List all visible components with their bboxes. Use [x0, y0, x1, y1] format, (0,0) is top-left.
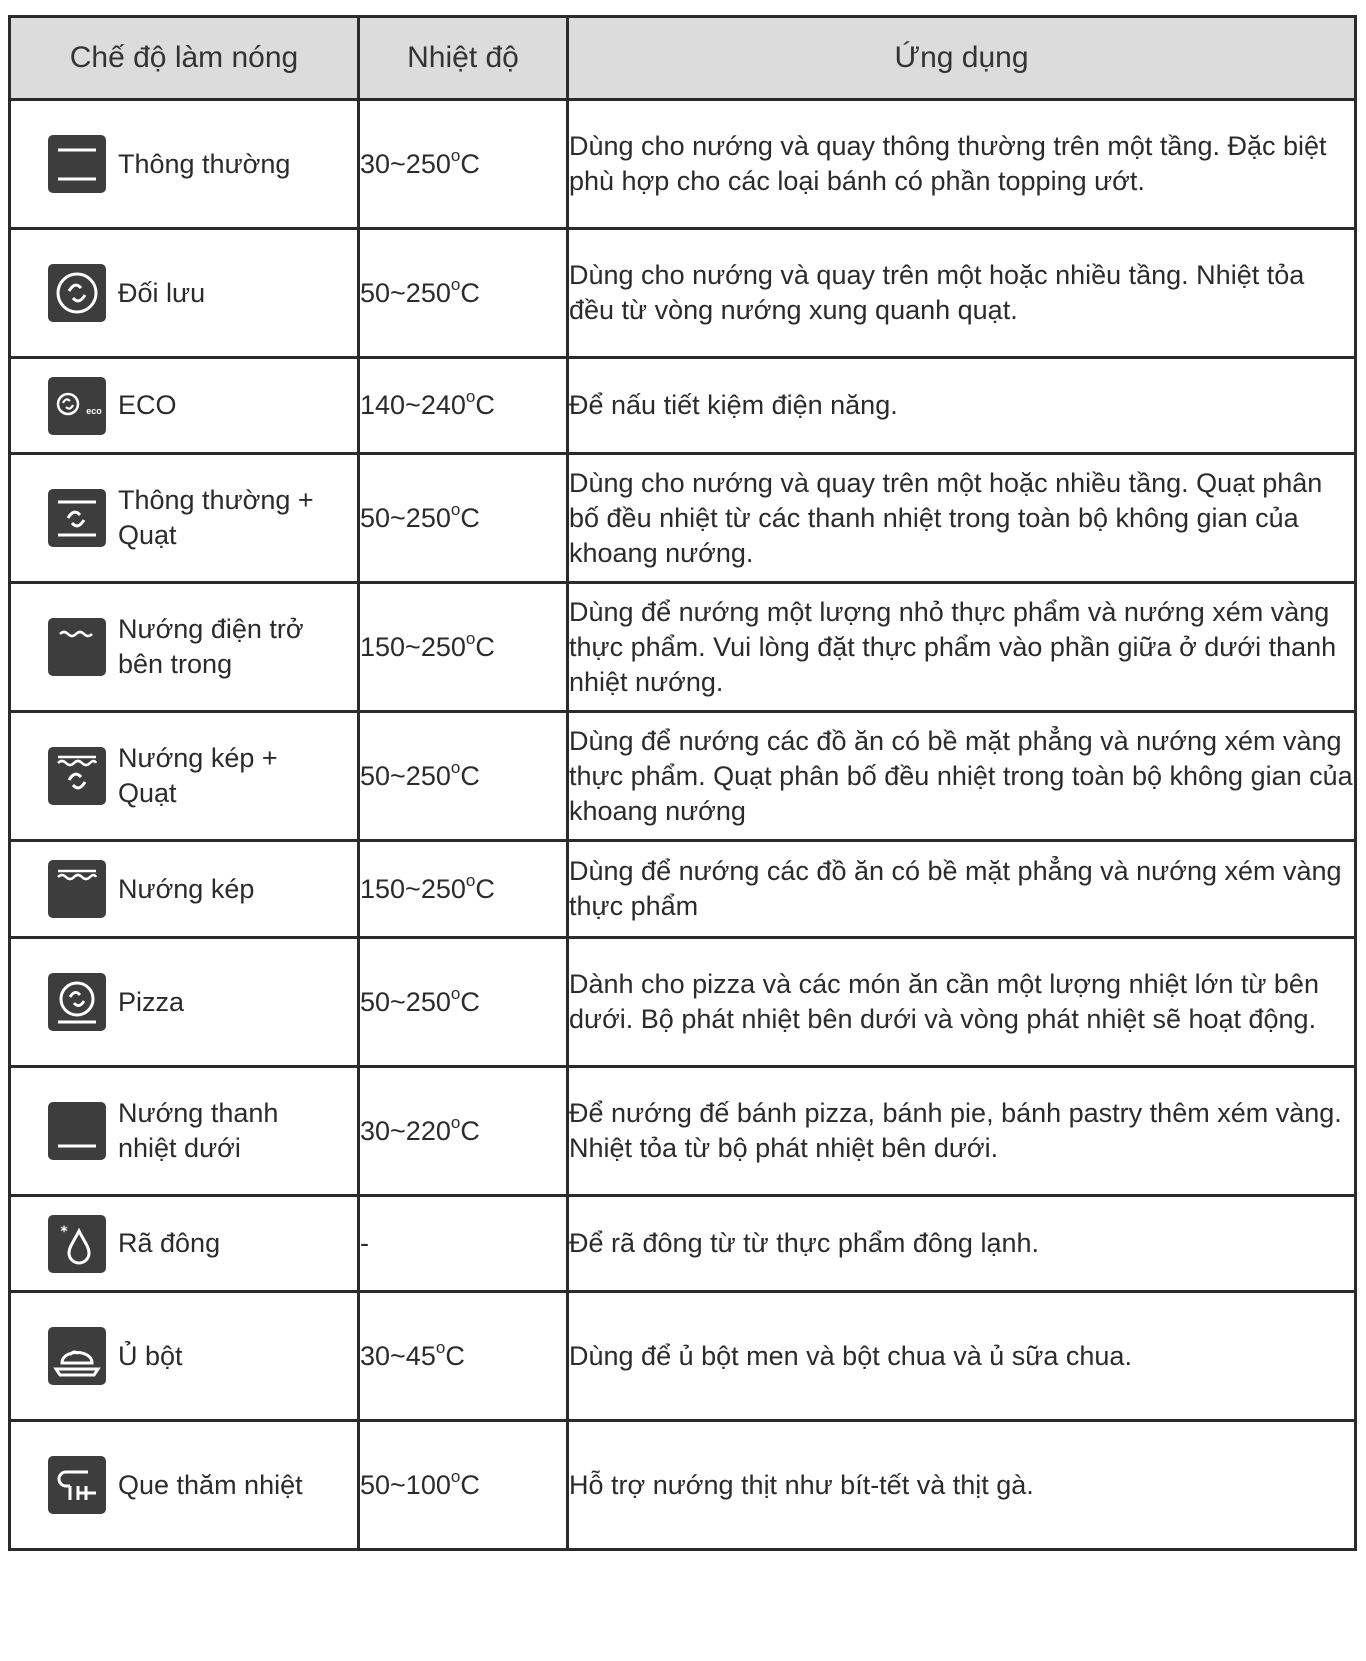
inner-grill-icon — [48, 618, 106, 676]
temperature-unit: C — [460, 760, 480, 791]
bottom-heat-icon — [48, 1102, 106, 1160]
table-row — [10, 841, 1356, 938]
temperature-range: 150~250 — [360, 631, 466, 662]
degree-sign: o — [450, 757, 461, 777]
mode-cell — [10, 1292, 359, 1421]
mode-cell — [10, 841, 359, 938]
table-row — [10, 583, 1356, 712]
application-cell: Dành cho pizza và các món ăn cần một lượng nhiệt lớn từ bên dưới. Bộ phát nhiệt bên dưới và vòng phát nhiệt sẽ hoạt động. — [568, 938, 1356, 1067]
temperature-unit: C — [460, 277, 480, 308]
temperature-unit: C — [460, 502, 480, 533]
table-row — [10, 1067, 1356, 1196]
temperature-cell — [359, 938, 568, 1067]
application-cell: Dùng để nướng một lượng nhỏ thực phẩm và nướng xém vàng thực phẩm. Vui lòng đặt thực phẩm vào phần giữa ở dưới thanh nhiệt nướng. — [568, 583, 1356, 712]
degree-sign: o — [450, 499, 461, 519]
temperature-cell — [359, 100, 568, 229]
temperature-range: 140~240 — [360, 390, 466, 420]
table-row — [10, 454, 1356, 583]
svg-text:*: * — [60, 1223, 68, 1240]
temperature-range: 50~250 — [360, 986, 451, 1017]
temperature-range: 30~220 — [360, 1115, 451, 1146]
temperature-cell — [359, 358, 568, 454]
application-cell: Dùng để nướng các đồ ăn có bề mặt phẳng và nướng xém vàng thực phẩm — [568, 841, 1356, 938]
temperature-range: 30~250 — [360, 148, 451, 179]
temperature-unit: C — [460, 986, 480, 1017]
degree-sign: o — [450, 1466, 461, 1486]
pizza-icon — [48, 973, 106, 1031]
temperature-unit: C — [460, 148, 480, 179]
mode-name: Pizza — [118, 986, 185, 1017]
degree-sign: o — [465, 628, 476, 648]
application-cell: Dùng để nướng các đồ ăn có bề mặt phẳng và nướng xém vàng thực phẩm. Quạt phân bố đều nhiệt trong toàn bộ không gian của khoang nướng — [568, 712, 1356, 841]
application-cell: Để rã đông từ từ thực phẩm đông lạnh. — [568, 1196, 1356, 1292]
temperature-cell — [359, 1067, 568, 1196]
application-cell: Để nấu tiết kiệm điện năng. — [568, 358, 1356, 454]
mode-name: Que thăm nhiệt — [118, 1469, 303, 1500]
mode-name: Nướng kép + Quạt — [118, 743, 278, 808]
defrost-icon — [48, 1215, 106, 1273]
mode-name: Nướng điện trở bên trong — [118, 614, 304, 679]
table-row — [10, 1421, 1356, 1550]
application-cell: Dùng cho nướng và quay trên một hoặc nhiều tầng. Quạt phân bố đều nhiệt từ các thanh nhiệt trong toàn bộ không gian của khoang nướng. — [568, 454, 1356, 583]
degree-sign: o — [435, 1337, 446, 1357]
temperature-cell — [359, 229, 568, 358]
application-cell: Dùng cho nướng và quay thông thường trên một tầng. Đặc biệt phù hợp cho các loại bánh có phần topping ướt. — [568, 100, 1356, 229]
degree-sign: o — [465, 870, 476, 890]
header-mode: Chế độ làm nóng — [10, 17, 359, 100]
temperature-cell — [359, 712, 568, 841]
mode-cell — [10, 454, 359, 583]
mode-name: ECO — [118, 390, 177, 420]
mode-cell — [10, 1196, 359, 1292]
dough-proof-icon — [48, 1327, 106, 1385]
application-cell: Để nướng đế bánh pizza, bánh pie, bánh pastry thêm xém vàng. Nhiệt tỏa từ bộ phát nhiệt bên dưới. — [568, 1067, 1356, 1196]
table-header-row — [10, 17, 1356, 100]
convection-fan-icon — [48, 264, 106, 322]
temperature-range: - — [360, 1228, 369, 1258]
temperature-unit: C — [445, 1340, 465, 1371]
mode-cell — [10, 1421, 359, 1550]
degree-sign: o — [450, 983, 461, 1003]
mode-name: Ủ bột — [118, 1340, 183, 1371]
mode-cell — [10, 1067, 359, 1196]
double-grill-icon — [48, 860, 106, 918]
conventional-heat-icon — [48, 135, 106, 193]
temperature-cell — [359, 1292, 568, 1421]
table-row — [10, 100, 1356, 229]
temperature-range: 150~250 — [360, 873, 466, 904]
degree-sign: o — [450, 1112, 461, 1132]
mode-cell — [10, 100, 359, 229]
table-row — [10, 712, 1356, 841]
table-row — [10, 938, 1356, 1067]
temperature-range: 30~45 — [360, 1340, 436, 1371]
temperature-unit: C — [460, 1115, 480, 1146]
mode-cell — [10, 358, 359, 454]
temperature-cell — [359, 841, 568, 938]
meat-probe-icon — [48, 1456, 106, 1514]
table-row — [10, 1196, 1356, 1292]
degree-sign: o — [465, 387, 476, 406]
header-temperature: Nhiệt độ — [359, 17, 568, 100]
mode-cell — [10, 938, 359, 1067]
table-row — [10, 358, 1356, 454]
mode-name: Thông thường + Quạt — [118, 485, 314, 550]
temperature-range: 50~250 — [360, 277, 451, 308]
degree-sign: o — [450, 145, 461, 165]
application-cell: Dùng để ủ bột men và bột chua và ủ sữa chua. — [568, 1292, 1356, 1421]
mode-name: Thông thường — [118, 148, 291, 179]
temperature-cell — [359, 583, 568, 712]
application-cell: Hỗ trợ nướng thịt như bít-tết và thịt gà. — [568, 1421, 1356, 1550]
application-cell: Dùng cho nướng và quay trên một hoặc nhiều tầng. Nhiệt tỏa đều từ vòng nướng xung quanh quạt. — [568, 229, 1356, 358]
eco-icon — [48, 377, 106, 435]
mode-cell — [10, 712, 359, 841]
mode-name: Rã đông — [118, 1228, 221, 1258]
mode-name: Đối lưu — [118, 277, 206, 308]
mode-name: Nướng thanh nhiệt dưới — [118, 1098, 279, 1163]
header-application: Ứng dụng — [568, 17, 1356, 100]
temperature-unit: C — [460, 1469, 480, 1500]
table-row — [10, 229, 1356, 358]
mode-cell — [10, 229, 359, 358]
temperature-unit: C — [475, 631, 495, 662]
conventional-fan-icon — [48, 489, 106, 547]
temperature-unit: C — [475, 873, 495, 904]
mode-cell — [10, 583, 359, 712]
degree-sign: o — [450, 274, 461, 294]
temperature-cell — [359, 1196, 568, 1292]
temperature-unit: C — [475, 390, 495, 420]
temperature-cell — [359, 1421, 568, 1550]
eco-icon-label: eco — [86, 405, 102, 416]
mode-name: Nướng kép — [118, 873, 255, 904]
temperature-range: 50~250 — [360, 502, 451, 533]
heating-modes-table — [8, 15, 1357, 1551]
temperature-cell — [359, 454, 568, 583]
double-grill-fan-icon — [48, 747, 106, 805]
temperature-range: 50~250 — [360, 760, 451, 791]
table-row — [10, 1292, 1356, 1421]
temperature-range: 50~100 — [360, 1469, 451, 1500]
